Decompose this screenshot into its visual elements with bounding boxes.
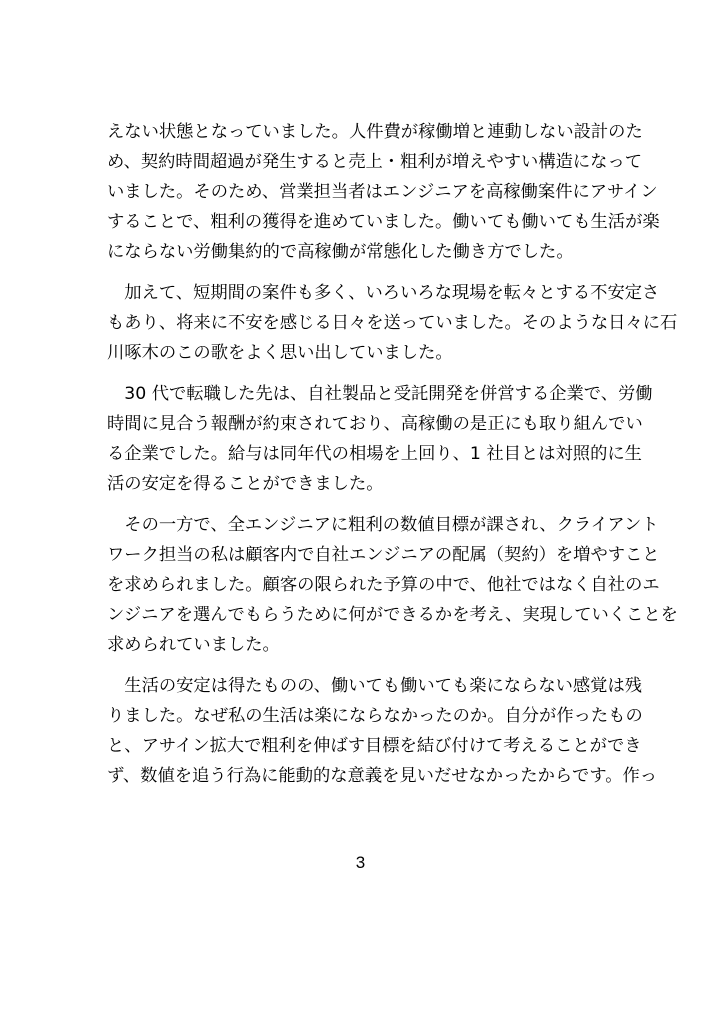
text-line: 生活の安定は得たものの、働いても働いても楽にならない感覚は残 bbox=[107, 676, 643, 696]
text-line: その一方で、全エンジニアに粗利の数値目標が課され、クライアント bbox=[107, 515, 659, 535]
text-line: 時間に見合う報酬が約束されており、高稼働の是正にも取り組んでい bbox=[107, 414, 643, 434]
text-line: 求められていました。 bbox=[107, 635, 280, 655]
paragraph bbox=[107, 379, 653, 499]
paragraph bbox=[107, 671, 658, 791]
text-line: 30 代で転職した先は、自社製品と受託開発を併営する企業で、労働 bbox=[107, 384, 653, 404]
text-line: することで、粗利の獲得を進めていました。働いても働いても生活が楽 bbox=[107, 212, 660, 232]
text-line: にならない労働集約的で高稼働が常態化した働き方でした。 bbox=[107, 242, 574, 262]
text-line: えない状態となっていました。人件費が稼働増と連動しない設計のた bbox=[107, 122, 643, 142]
document-body bbox=[107, 117, 678, 802]
text-line: いました。そのため、営業担当者はエンジニアを高稼働案件にアサイン bbox=[107, 182, 658, 202]
text-line: 川啄木のこの歌をよく思い出していました。 bbox=[107, 343, 453, 363]
paragraph bbox=[107, 278, 678, 368]
text-line: もあり、将来に不安を感じる日々を送っていました。そのような日々に石 bbox=[107, 313, 678, 333]
text-line: ず、数値を追う行為に能動的な意義を見いだせなかったからです。作っ bbox=[107, 766, 658, 786]
text-line: る企業でした。給与は同年代の相場を上回り、1 社目とは対照的に生 bbox=[107, 444, 642, 464]
text-line: と、アサイン拡大で粗利を伸ばす目標を結び付けて考えることができ bbox=[107, 736, 642, 756]
text-line: め、契約時間超過が発生すると売上・粗利が増えやすい構造になって bbox=[107, 152, 643, 172]
text-line: 活の安定を得ることができました。 bbox=[107, 474, 384, 494]
text-line: ンジニアを選んでもらうために何ができるかを考え、実現していくことを bbox=[107, 605, 678, 625]
page-number: 3 bbox=[355, 853, 366, 872]
text-line: ワーク担当の私は顧客内で自社エンジニアの配属（契約）を増やすこと bbox=[107, 545, 660, 565]
text-line: 加えて、短期間の案件も多く、いろいろな現場を転々とする不安定さ bbox=[107, 283, 660, 303]
text-line: りました。なぜ私の生活は楽にならなかったのか。自分が作ったもの bbox=[107, 706, 643, 726]
paragraph bbox=[107, 510, 678, 660]
text-line: を求められました。顧客の限られた予算の中で、他社ではなく自社のエ bbox=[107, 575, 660, 595]
paragraph bbox=[107, 117, 660, 267]
